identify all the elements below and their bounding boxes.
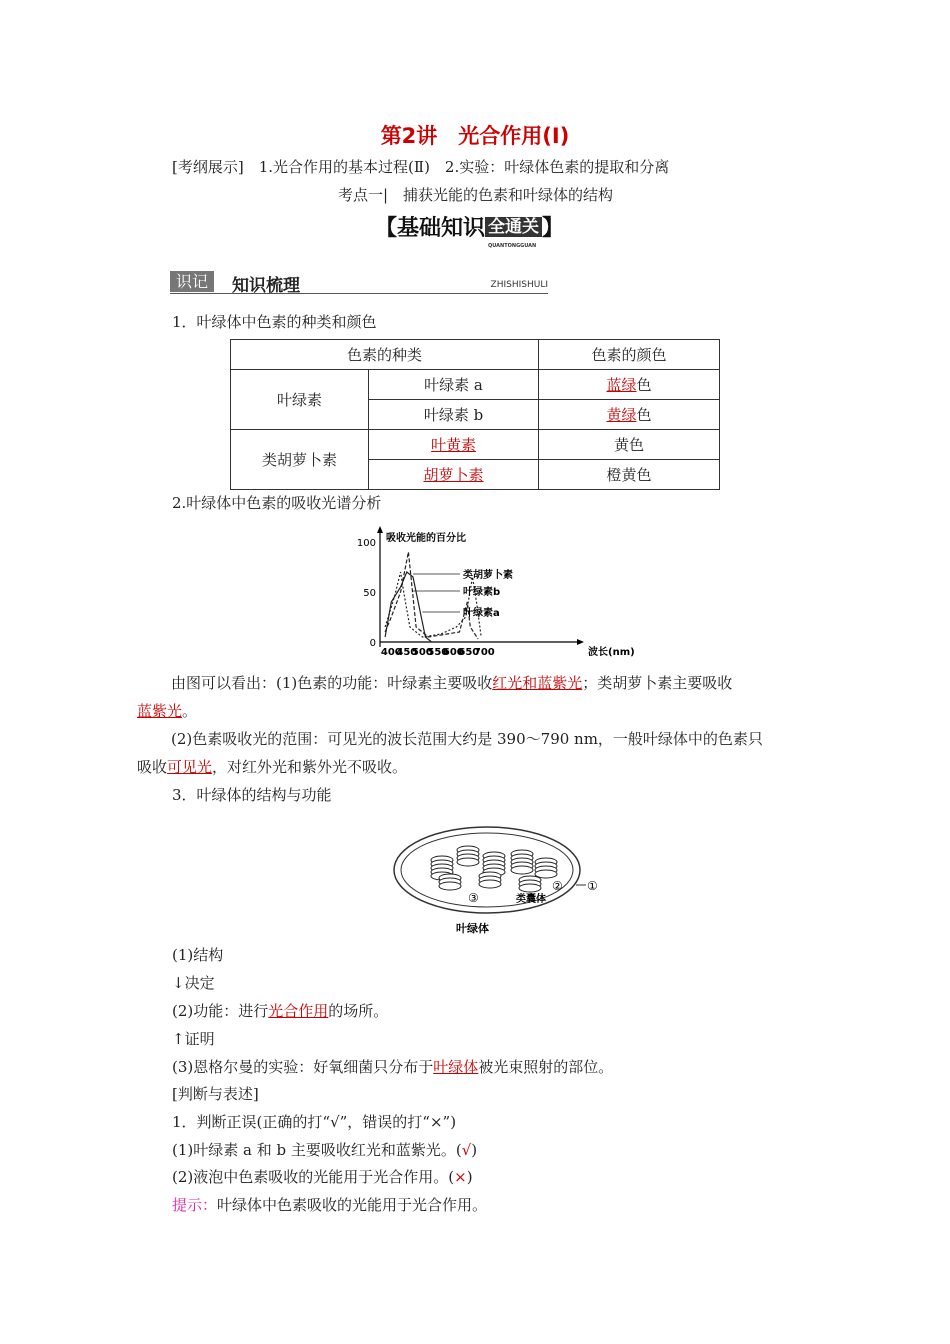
- granum-disc: [519, 884, 541, 892]
- heading-1: 1．叶绿体中色素的种类和颜色: [172, 313, 377, 331]
- x-axis-arrow: [577, 639, 584, 645]
- section-en: ZHISHISHULI: [490, 280, 548, 290]
- basic-knowledge-banner: [375, 211, 565, 249]
- x-tick-label: 650: [458, 647, 480, 658]
- thylakoid-label: 类囊体: [516, 894, 546, 905]
- judge-item-2: (2)液泡中色素吸收的光能用于光合作用。(×): [172, 1168, 473, 1186]
- cell-xanthophyll-color: 黄色: [539, 430, 720, 460]
- kaodian-heading: 考点一| 捕获光能的色素和叶绿体的结构: [338, 186, 614, 204]
- y-tick-label: 50: [363, 588, 376, 599]
- cell-chl-a-color: 蓝绿色: [539, 370, 720, 400]
- group-carotenoid: 类胡萝卜素: [231, 430, 369, 490]
- paragraph-range: (2)色素吸收光的范围：可见光的波长范围大约是 390～790 nm，一般叶绿体中的色素只 吸收可见光，对红外光和紫外光不吸收。: [137, 730, 763, 776]
- x-tick-label: 700: [473, 647, 495, 658]
- judge-heading: [判断与表述]: [172, 1085, 259, 1103]
- x-tick-label: 500: [411, 647, 433, 658]
- section-name: 知识梳理: [232, 276, 300, 296]
- legend-label: 叶绿素b: [463, 587, 501, 598]
- granum-disc: [479, 880, 501, 888]
- granum-disc: [439, 882, 461, 890]
- banner-box-sub: QUANTONGGUAN: [488, 243, 537, 249]
- x-tick-label: 450: [396, 647, 418, 658]
- num-3: ③: [468, 891, 479, 905]
- function-line: (2)功能：进行光合作用的场所。: [172, 1002, 389, 1020]
- banner-box: [485, 217, 542, 249]
- x-tick-label: 600: [442, 647, 464, 658]
- cell-chl-b: 叶绿素 b: [369, 400, 539, 430]
- grana: [431, 846, 557, 892]
- x-ticks: [381, 647, 495, 658]
- x-axis-label: 波长(nm): [588, 647, 635, 658]
- determine-line: ↓决定: [172, 974, 215, 992]
- legend-label: 类胡萝卜素: [463, 570, 513, 581]
- judge-instruction: 1．判断正误(正确的打“√”，错误的打“×”): [172, 1113, 457, 1131]
- y-ticks: [357, 538, 376, 649]
- banner-right: 】: [542, 216, 565, 241]
- structure-line: (1)结构: [172, 946, 224, 964]
- granum-disc: [511, 866, 533, 874]
- granum-disc: [535, 870, 557, 878]
- prove-line: ↑证明: [172, 1030, 215, 1048]
- y-tick-label: 100: [356, 538, 376, 549]
- cell-chl-a: 叶绿素 a: [369, 370, 539, 400]
- cell-chl-b-color: 黄绿色: [539, 400, 720, 430]
- cell-carotene-color: 橙黄色: [539, 460, 720, 490]
- x-tick-label: 400: [380, 647, 402, 658]
- cell-carotene: 胡萝卜素: [369, 460, 539, 490]
- banner-left: 【基础知识: [375, 216, 486, 241]
- cell-xanthophyll: 叶黄素: [369, 430, 539, 460]
- num-2: ②: [552, 879, 563, 893]
- group-chlorophyll: 叶绿素: [231, 370, 369, 430]
- y-tick-label: 0: [369, 638, 376, 649]
- chloroplast-figure: [390, 822, 610, 937]
- engelmann-line: (3)恩格尔曼的实验：好氧细菌只分布于叶绿体被光束照射的部位。: [172, 1058, 614, 1076]
- page-title: 第2讲 光合作用(Ⅰ): [380, 124, 570, 148]
- series-line: [385, 572, 432, 642]
- table-header-kind: 色素的种类: [231, 340, 539, 370]
- hint-line: 提示：叶绿体中色素吸收的光能用于光合作用。: [172, 1196, 488, 1214]
- table-header-color: 色素的颜色: [539, 340, 720, 370]
- chart-legend: [413, 568, 513, 619]
- banner-box-text: 全通关: [488, 217, 540, 237]
- section-tag: 识记: [170, 271, 214, 292]
- outline-text: [考纲展示] 1.光合作用的基本过程(Ⅱ) 2.实验：叶绿体色素的提取和分离: [172, 158, 670, 176]
- y-axis-arrow: [377, 526, 383, 533]
- heading-3: 3．叶绿体的结构与功能: [172, 786, 332, 804]
- absorption-chart: [350, 522, 640, 662]
- chloroplast-label: 叶绿体: [456, 922, 489, 935]
- section-header: [170, 271, 548, 294]
- chart-title: 吸收光能的百分比: [386, 533, 466, 544]
- judge-item-1: (1)叶绿素 a 和 b 主要吸收红光和蓝紫光。(√): [172, 1141, 478, 1159]
- pigment-table: [230, 339, 720, 490]
- granum-disc: [457, 858, 479, 866]
- num-1: ①: [587, 879, 598, 893]
- x-tick-label: 550: [427, 647, 449, 658]
- heading-2: 2.叶绿体中色素的吸收光谱分析: [172, 494, 382, 512]
- legend-label: 叶绿素a: [463, 608, 500, 619]
- paragraph-function: 由图可以看出：(1)色素的功能：叶绿素主要吸收红光和蓝紫光；类胡萝卜素主要吸收 蓝紫光。: [137, 674, 733, 720]
